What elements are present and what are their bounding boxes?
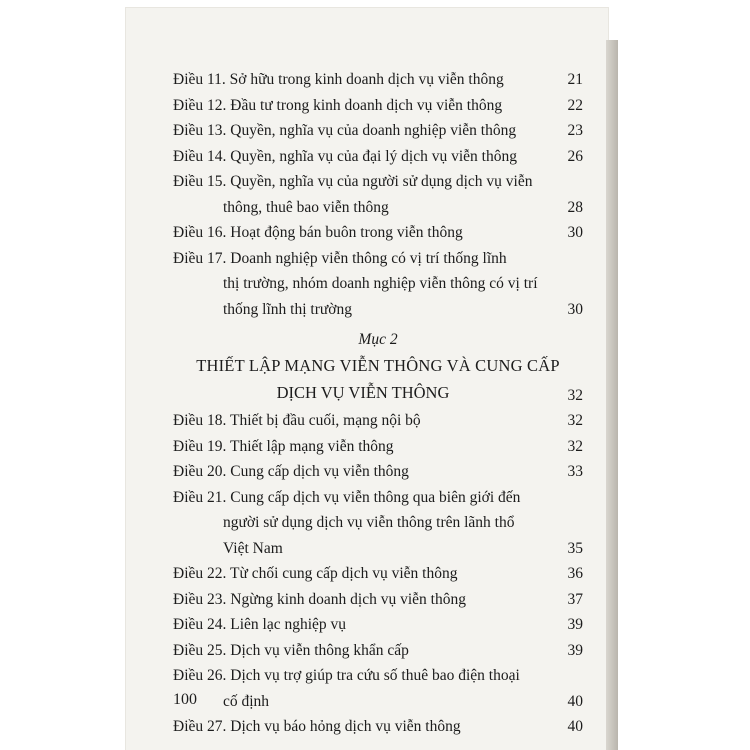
toc-entry-title xyxy=(173,638,583,664)
toc-entry-line: Điều 18. Thiết bị đầu cuối, mạng nội bộ xyxy=(173,412,421,429)
toc-entry-page: 33 xyxy=(567,463,583,480)
toc-entry-page: 36 xyxy=(567,565,583,582)
toc-entry xyxy=(173,561,583,587)
toc-entry xyxy=(173,459,583,485)
toc-entry-line: Việt Nam xyxy=(223,539,283,557)
toc-entry xyxy=(173,638,583,664)
toc-entry-page: 32 xyxy=(567,412,583,429)
toc-entry-line: Điều 15. Quyền, nghĩa vụ của người sử dụng dịch vụ viễn xyxy=(173,173,533,190)
toc-entry-line: Điều 17. Doanh nghiệp viễn thông có vị trí thống lĩnh xyxy=(173,249,507,267)
toc-entry xyxy=(173,169,583,220)
toc-entry-line: Điều 11. Sở hữu trong kinh doanh dịch vụ viễn thông xyxy=(173,71,504,88)
toc-entry-page: 40 xyxy=(567,718,583,735)
toc-entry-line: Điều 26. Dịch vụ trợ giúp tra cứu số thuê bao điện thoại xyxy=(173,667,520,684)
toc-entry-page: 39 xyxy=(567,616,583,633)
toc-entry-page: 32 xyxy=(567,437,583,455)
toc-entry-line: Điều 27. Dịch vụ báo hỏng dịch vụ viễn thông xyxy=(173,718,461,735)
toc-entry-page: 37 xyxy=(567,590,583,608)
toc-entry-title xyxy=(173,459,583,485)
section-heading-line-1: THIẾT LẬP MẠNG VIỄN THÔNG VÀ CUNG CẤP xyxy=(196,356,560,375)
toc-entry-title xyxy=(173,714,583,740)
toc-entry-title xyxy=(173,485,583,562)
toc-entry-title xyxy=(173,561,583,587)
toc-entry xyxy=(173,408,583,434)
page-number: 100 xyxy=(173,691,197,708)
toc-entry-line: thông, thuê bao viễn thông xyxy=(223,198,389,216)
toc-entry-line: Điều 25. Dịch vụ viễn thông khẩn cấp xyxy=(173,641,409,659)
toc-entry-line: Điều 21. Cung cấp dịch vụ viễn thông qua biên giới đến xyxy=(173,488,521,506)
toc-entry-line: thống lĩnh thị trường xyxy=(223,300,352,318)
toc-entry-title xyxy=(173,246,583,323)
toc-entry-title xyxy=(173,663,583,714)
toc-entry xyxy=(173,663,583,714)
toc-entry xyxy=(173,246,583,323)
toc-entry-line: Điều 23. Ngừng kinh doanh dịch vụ viễn thông xyxy=(173,590,466,608)
toc-entry-title xyxy=(173,118,583,144)
toc-part-1 xyxy=(173,67,583,322)
toc-part-2 xyxy=(173,408,583,740)
section-page-number: 32 xyxy=(567,387,583,404)
toc-entry-page: 23 xyxy=(567,122,583,139)
toc-entry-line: Điều 12. Đầu tư trong kinh doanh dịch vụ viễn thông xyxy=(173,96,503,114)
toc-entry xyxy=(173,485,583,562)
page-edge xyxy=(606,40,618,750)
toc-entry-line: cố định xyxy=(223,692,270,710)
toc-entry-title xyxy=(173,220,583,246)
toc-entry-page: 26 xyxy=(567,147,583,165)
section-header xyxy=(173,328,583,406)
toc-entry xyxy=(173,587,583,613)
toc-entry-line: Điều 14. Quyền, nghĩa vụ của đại lý dịch vụ viễn thông xyxy=(173,147,517,165)
toc-entry xyxy=(173,434,583,460)
toc-entry xyxy=(173,144,583,170)
section-heading-line-2: DỊCH VỤ VIỄN THÔNG xyxy=(276,383,450,402)
toc-entry-page: 30 xyxy=(567,300,583,318)
toc-entry-title xyxy=(173,408,583,434)
toc-entry-line: thị trường, nhóm doanh nghiệp viễn thông có vị trí xyxy=(223,275,538,292)
toc-entry-page: 21 xyxy=(567,71,583,88)
toc-entry-page: 30 xyxy=(567,224,583,241)
toc-entry-title xyxy=(173,144,583,170)
toc-entry-title xyxy=(173,587,583,613)
toc-entry-title xyxy=(173,612,583,638)
toc-entry xyxy=(173,93,583,119)
toc-entry xyxy=(173,118,583,144)
toc-entry-line: người sử dụng dịch vụ viễn thông trên lãnh thổ xyxy=(223,514,515,531)
toc-entry-line: Điều 24. Liên lạc nghiệp vụ xyxy=(173,616,347,633)
toc-entry xyxy=(173,714,583,740)
toc-entry-title xyxy=(173,434,583,460)
toc-entry xyxy=(173,67,583,93)
toc-entry-title xyxy=(173,67,583,93)
toc-entry-page: 39 xyxy=(567,641,583,659)
toc-entry-line: Điều 22. Từ chối cung cấp dịch vụ viễn thông xyxy=(173,565,458,582)
toc-entry-page: 35 xyxy=(567,539,583,557)
toc-entry-line: Điều 13. Quyền, nghĩa vụ của doanh nghiệp viễn thông xyxy=(173,122,517,139)
table-of-contents xyxy=(173,67,583,740)
toc-entry-line: Điều 20. Cung cấp dịch vụ viễn thông xyxy=(173,463,409,480)
toc-entry xyxy=(173,220,583,246)
toc-entry-page: 40 xyxy=(567,692,583,710)
toc-entry-line: Điều 16. Hoạt động bán buôn trong viễn thông xyxy=(173,224,463,241)
toc-entry xyxy=(173,612,583,638)
toc-entry-title xyxy=(173,169,583,220)
section-label: Mục 2 xyxy=(358,331,398,348)
toc-entry-title xyxy=(173,93,583,119)
toc-entry-page: 28 xyxy=(567,198,583,216)
toc-entry-line: Điều 19. Thiết lập mạng viễn thông xyxy=(173,437,394,455)
toc-entry-page: 22 xyxy=(567,96,583,114)
